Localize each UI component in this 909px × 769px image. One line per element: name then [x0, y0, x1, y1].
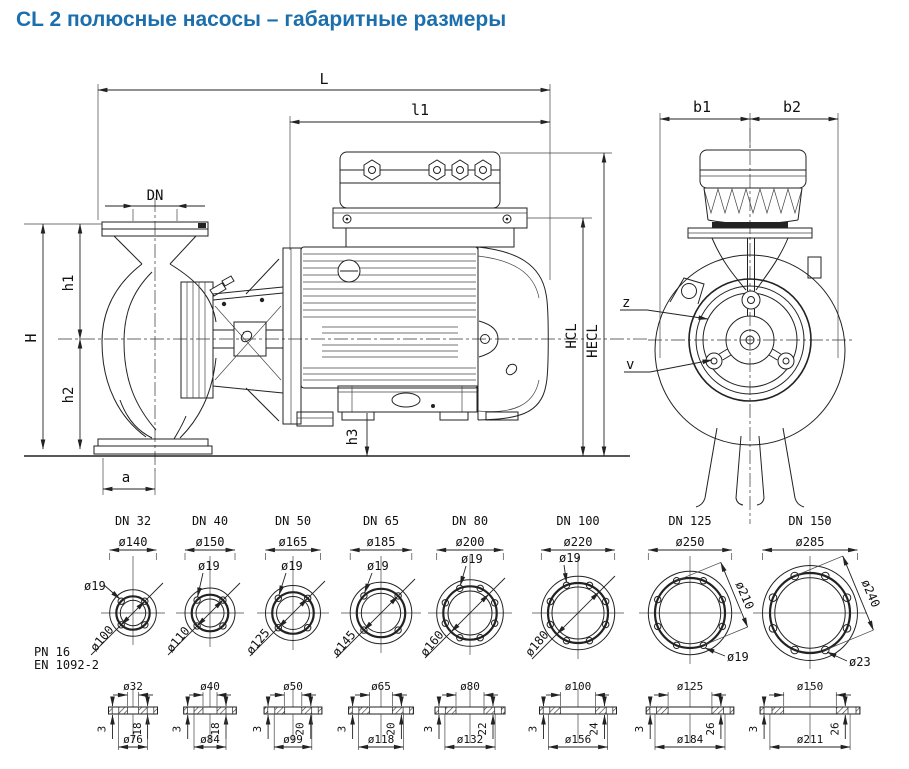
- section-dn100: [527, 680, 617, 750]
- dim-label-hcl: HCL: [564, 323, 580, 349]
- dim-label-h1: h1: [61, 274, 77, 292]
- flange-pcd-label: ø100: [87, 622, 117, 655]
- section-thickness-label: 18: [131, 722, 144, 736]
- svg-text:DN 150: DN 150: [788, 514, 832, 528]
- svg-text:ø180: ø180: [522, 627, 552, 660]
- flange-dn125: [639, 514, 757, 664]
- svg-text:ø240: ø240: [858, 577, 883, 610]
- dim-label-L: L: [319, 70, 329, 88]
- dim-label-b2: b2: [782, 98, 802, 116]
- section-dn150: [747, 680, 860, 750]
- svg-text:ø80: ø80: [460, 680, 480, 693]
- svg-text:ø285: ø285: [795, 535, 825, 549]
- dim-label-l1: l1: [410, 101, 430, 119]
- svg-text:ø84: ø84: [200, 733, 220, 746]
- svg-text:ø210: ø210: [732, 579, 757, 612]
- svg-text:ø250: ø250: [675, 535, 705, 549]
- svg-text:24: 24: [587, 722, 601, 736]
- svg-text:ø50: ø50: [283, 680, 303, 693]
- svg-text:3: 3: [747, 725, 760, 733]
- svg-text:ø19: ø19: [727, 650, 749, 664]
- flange-dn50: [243, 514, 329, 657]
- svg-text:DN 100: DN 100: [556, 514, 600, 528]
- dim-label-h: H: [22, 333, 40, 343]
- standard-note: [34, 645, 99, 672]
- dim-label-h2: h2: [61, 386, 77, 404]
- svg-text:26: 26: [703, 722, 717, 736]
- svg-text:20: 20: [293, 722, 307, 736]
- fan-fins-icon: [704, 189, 802, 213]
- section-dn50: [251, 680, 322, 750]
- flange-bolt-label: ø19: [84, 579, 106, 593]
- dim-label-hecl: HECL: [585, 324, 601, 358]
- svg-text:26: 26: [828, 722, 842, 736]
- dim-label-b1: b1: [692, 98, 712, 116]
- svg-text:ø99: ø99: [283, 733, 303, 746]
- svg-text:ø145: ø145: [329, 627, 359, 660]
- svg-text:3: 3: [422, 725, 435, 733]
- section-dn40: [171, 680, 237, 750]
- svg-text:ø19: ø19: [367, 559, 389, 573]
- section-lip-label: 3: [95, 725, 109, 733]
- dim-label-a: a: [121, 470, 131, 486]
- standard-en: EN 1092-2: [34, 658, 100, 672]
- section-face-label: ø76: [123, 733, 143, 746]
- svg-text:ø110: ø110: [163, 623, 193, 656]
- flange-dn-label: DN 32: [114, 514, 152, 528]
- flange-row: [84, 514, 883, 669]
- standard-pn: PN 16: [34, 645, 71, 659]
- dim-label-h3: h3: [345, 428, 361, 446]
- dim-label-dn: DN: [146, 188, 164, 204]
- flange-dn32: [84, 514, 165, 655]
- flange-dn80: [417, 514, 512, 659]
- svg-text:DN 65: DN 65: [362, 514, 400, 528]
- svg-text:ø19: ø19: [559, 551, 581, 565]
- section-bore-label: ø32: [123, 680, 143, 693]
- svg-text:DN 80: DN 80: [451, 514, 489, 528]
- svg-text:DN 50: DN 50: [274, 514, 312, 528]
- svg-text:ø100: ø100: [564, 680, 592, 693]
- svg-text:3: 3: [633, 725, 647, 733]
- svg-text:ø165: ø165: [278, 535, 308, 549]
- svg-text:ø65: ø65: [371, 680, 391, 693]
- svg-text:ø132: ø132: [456, 733, 484, 746]
- svg-text:ø19: ø19: [198, 559, 220, 573]
- svg-text:18: 18: [209, 722, 222, 736]
- flange-od-label: ø140: [118, 535, 148, 549]
- section-dn65: [336, 680, 414, 750]
- svg-text:ø19: ø19: [461, 552, 483, 566]
- svg-text:3: 3: [335, 725, 349, 733]
- svg-text:ø40: ø40: [200, 680, 220, 693]
- svg-text:DN 40: DN 40: [191, 514, 229, 528]
- side-view: [22, 70, 648, 495]
- section-row: [96, 680, 860, 750]
- label-v: v: [626, 357, 635, 373]
- svg-text:3: 3: [251, 725, 264, 733]
- section-dn32: [96, 680, 158, 750]
- front-view: [620, 98, 852, 524]
- svg-text:22: 22: [476, 722, 489, 736]
- svg-text:3: 3: [526, 725, 540, 733]
- svg-text:ø125: ø125: [243, 625, 273, 658]
- svg-text:ø150: ø150: [796, 680, 824, 693]
- svg-text:ø150: ø150: [195, 535, 225, 549]
- flange-dn65: [329, 514, 421, 659]
- flange-dn150: [753, 514, 883, 669]
- svg-text:ø211: ø211: [796, 733, 824, 746]
- svg-text:DN 125: DN 125: [668, 514, 712, 528]
- label-z: z: [622, 295, 631, 311]
- flange-dn40: [163, 514, 244, 655]
- svg-text:ø200: ø200: [455, 535, 485, 549]
- svg-text:ø185: ø185: [366, 535, 396, 549]
- section-dn80: [422, 680, 505, 750]
- page-title: CL 2 полюсные насосы – габаритные размеры: [16, 8, 507, 31]
- svg-text:ø156: ø156: [564, 733, 592, 746]
- svg-text:ø125: ø125: [676, 680, 704, 693]
- flange-dn100: [522, 514, 624, 659]
- svg-text:ø184: ø184: [676, 733, 704, 746]
- svg-text:ø118: ø118: [367, 733, 395, 746]
- svg-text:3: 3: [170, 725, 184, 733]
- svg-text:20: 20: [384, 722, 398, 736]
- svg-text:ø220: ø220: [563, 535, 593, 549]
- svg-text:ø160: ø160: [417, 627, 447, 660]
- side-view-dimensions: [22, 70, 612, 495]
- section-dn125: [633, 680, 734, 750]
- svg-text:ø23: ø23: [849, 655, 871, 669]
- svg-text:ø19: ø19: [281, 559, 303, 573]
